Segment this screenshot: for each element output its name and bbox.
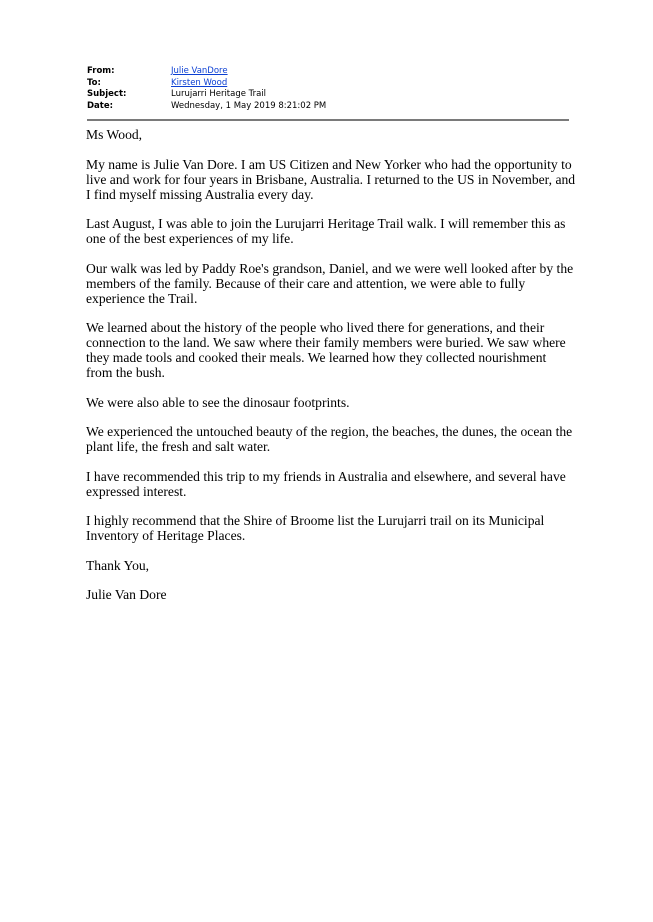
body-paragraph: Last August, I was able to join the Lurujarri Heritage Trail walk. I will remember this as one of the best experiences of my life. — [86, 216, 566, 246]
date-row — [87, 101, 569, 113]
subject-row — [87, 89, 569, 101]
from-label: From: — [87, 66, 115, 76]
from-link[interactable]: Julie VanDore — [171, 66, 228, 76]
to-label: To: — [87, 77, 101, 88]
to-link[interactable]: Kirsten Wood — [171, 77, 228, 88]
to-row — [87, 78, 569, 90]
email-header — [87, 66, 569, 112]
closing: Thank You, — [86, 557, 150, 573]
header-divider — [87, 119, 569, 121]
body-paragraph: My name is Julie Van Dore. I am US Citizen and New Yorker who had the opportunity to live and work for four years in Brisbane, Australia. I returned to the US in November, and I find myself missing Australia every day. — [86, 156, 576, 202]
date-value: Wednesday, 1 May 2019 8:21:02 PM — [171, 100, 327, 111]
body-paragraph: We learned about the history of the people who lived there for generations, and their connection to the land. We saw where their family members were buried. We saw where they made tools and cooked their meals. We learned how they collected nourishment from the bush. — [86, 320, 566, 380]
subject-label: Subject: — [87, 89, 127, 99]
body-paragraph: I have recommended this trip to my friends in Australia and elsewhere, and several have expressed interest. — [86, 468, 566, 499]
body-paragraph: Our walk was led by Paddy Roe's grandson, Daniel, and we were well looked after by the members of the family. Because of their care and attention, we were able to fully experience the Trail. — [86, 260, 574, 306]
subject-value: Lurujarri Heritage Trail — [171, 89, 267, 99]
body-paragraph: We were also able to see the dinosaur footprints. — [86, 394, 350, 410]
body-paragraph: I highly recommend that the Shire of Broome list the Lurujarri trail on its Municipal Inventory of Heritage Places. — [86, 513, 545, 543]
body-paragraph: We experienced the untouched beauty of the region, the beaches, the dunes, the ocean the plant life, the fresh and salt water. — [86, 424, 573, 454]
signature: Julie Van Dore — [86, 587, 167, 602]
date-label: Date: — [87, 100, 114, 111]
from-row — [87, 66, 569, 78]
email-body — [86, 127, 576, 617]
greeting: Ms Wood, — [86, 127, 143, 142]
